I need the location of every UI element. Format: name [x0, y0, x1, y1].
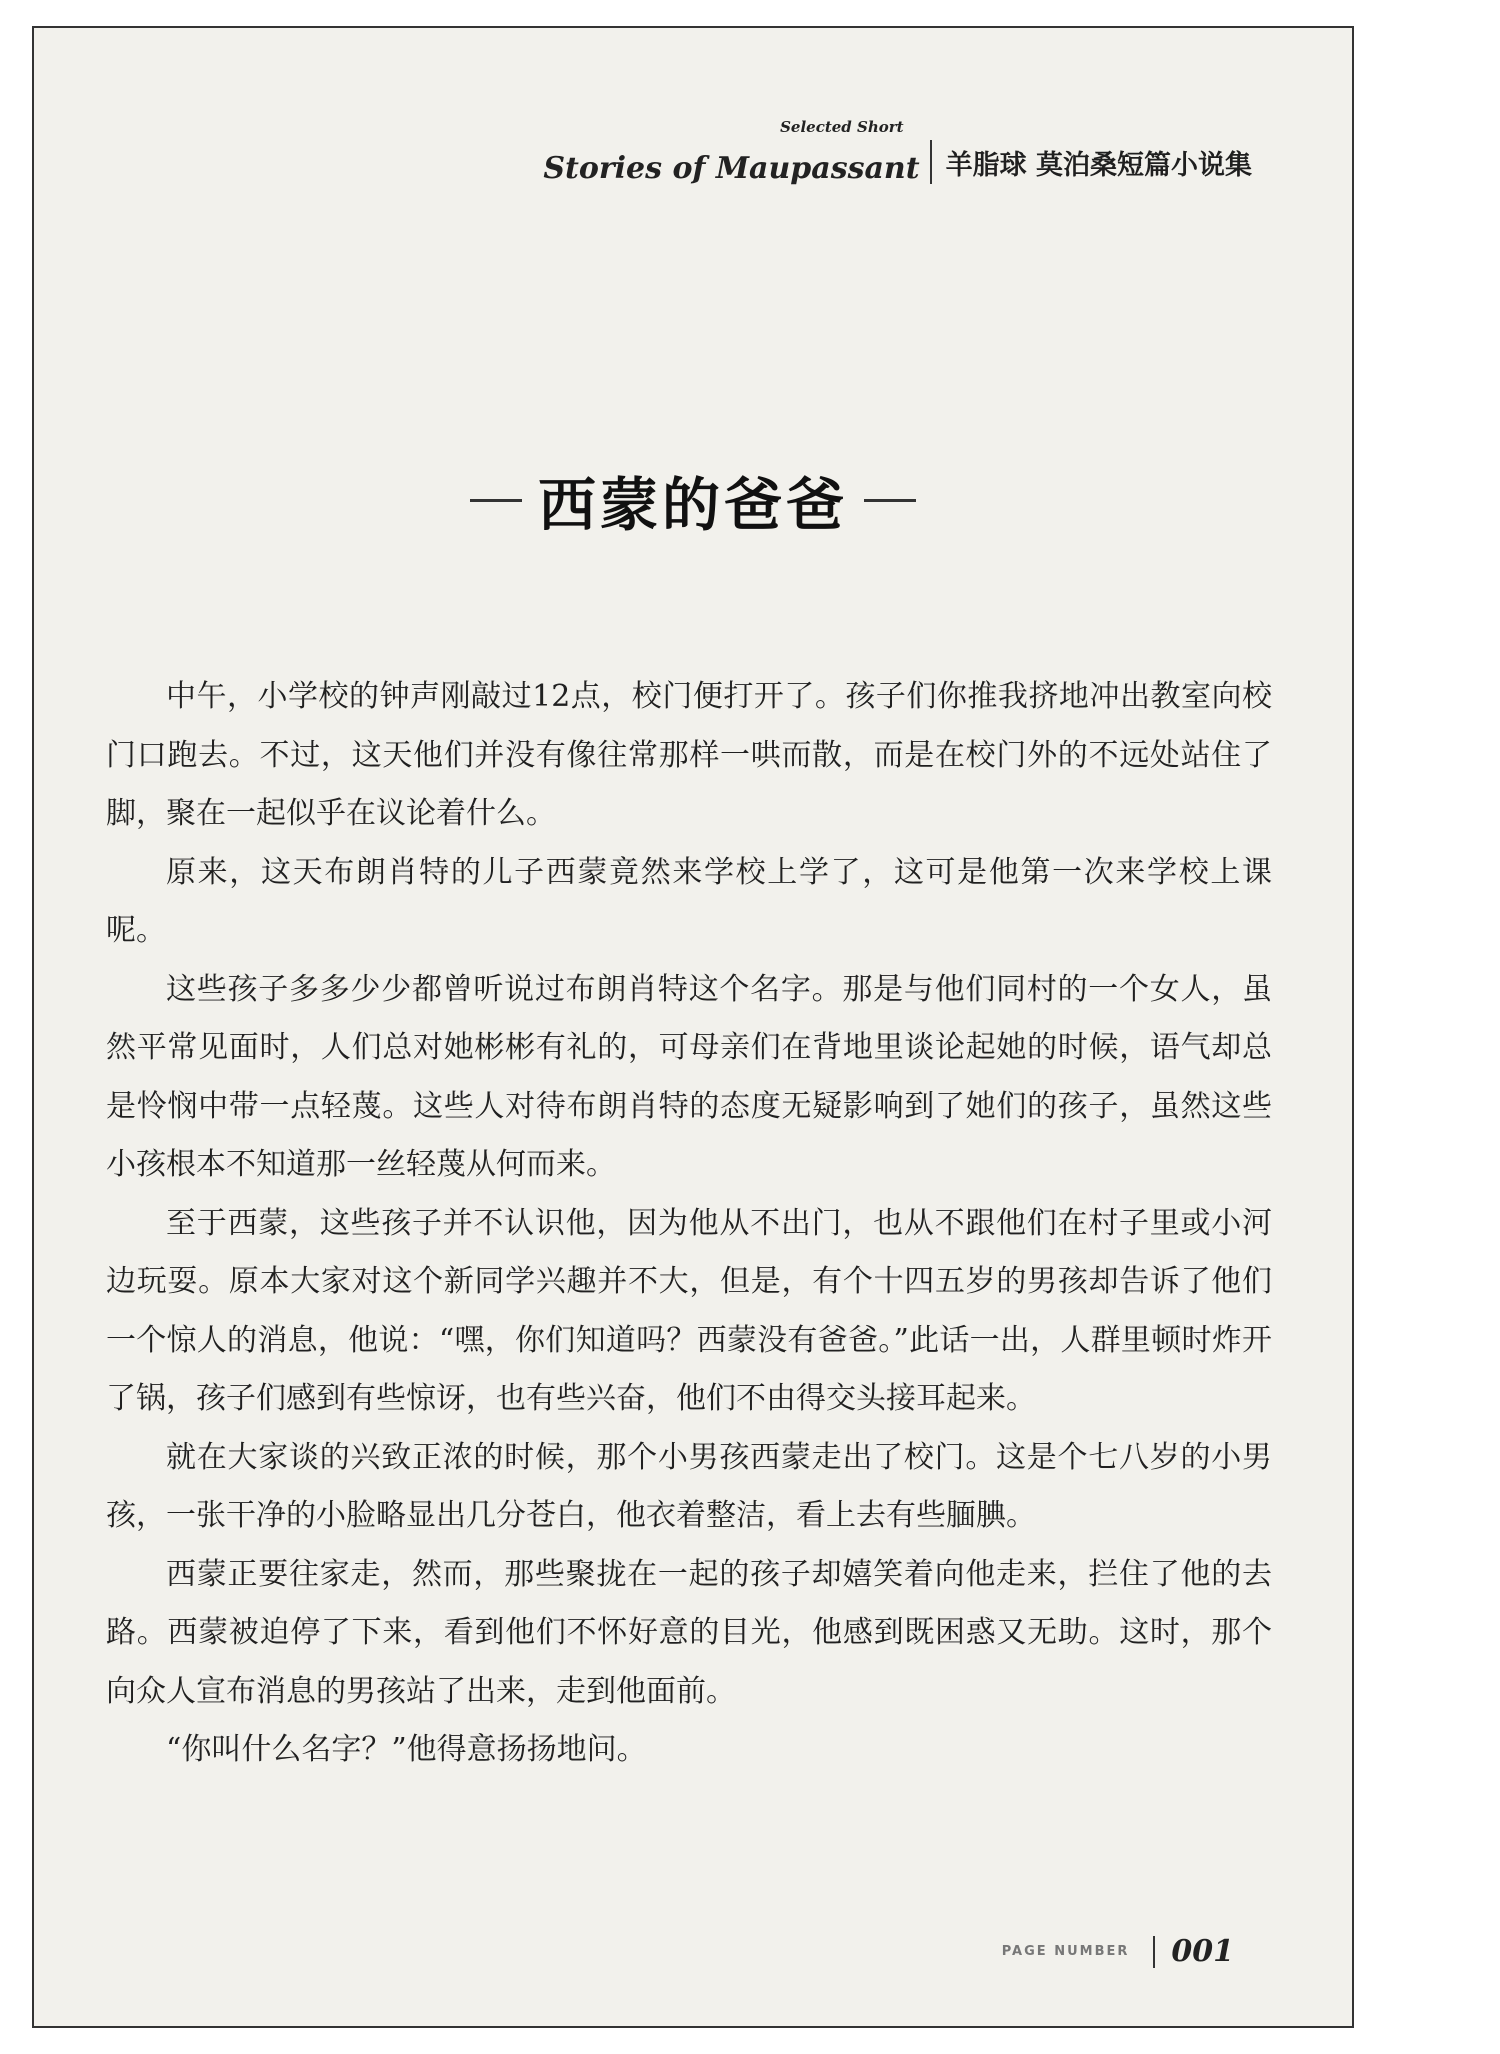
footer-divider: [1153, 1936, 1155, 1968]
title-dash-left: [470, 499, 522, 502]
body-text: [106, 668, 1272, 1780]
book-page: [32, 26, 1354, 2028]
paragraph-5: 就在大家谈的兴致正浓的时候，那个小男孩西蒙走出了校门。这是个七八岁的小男孩，一张干净的小脸略显出几分苍白，他衣着整洁，看上去有些腼腆。: [106, 1439, 1272, 1533]
paragraph-3: 这些孩子多多少少都曾听说过布朗肖特这个名字。那是与他们同村的一个女人，虽然平常见面时，人们总对她彬彬有礼的，可母亲们在背地里谈论起她的时候，语气却总是怜悯中带一点轻蔑。这些人对待布朗肖特的态度无疑影响到了她们的孩子，虽然这些小孩根本不知道那一丝轻蔑从何而来。: [106, 971, 1272, 1182]
series-title: Stories of Maupassant: [543, 151, 920, 186]
chapter-title-text: 西蒙的爸爸: [537, 471, 848, 539]
book-title: 羊脂球 莫泊桑短篇小说集: [945, 150, 1252, 181]
chapter-title: [34, 458, 1352, 542]
running-header: [543, 114, 1252, 190]
series-subtitle: Selected Short: [780, 118, 904, 136]
paragraph-4: 至于西蒙，这些孩子并不认识他，因为他从不出门，也从不跟他们在村子里或小河边玩耍。原本大家对这个新同学兴趣并不大，但是，有个十四五岁的男孩却告诉了他们一个惊人的消息，他说：“嘿，你们知道吗？西蒙没有爸爸。”此话一出，人群里顿时炸开了锅，孩子们感到有些惊讶，也有些兴奋，他们不由得交头接耳起来。: [106, 1205, 1272, 1416]
page-number-label: PAGE NUMBER: [1001, 1944, 1130, 1959]
header-divider: [930, 140, 932, 184]
paragraph-7: “你叫什么名字？”他得意扬扬地问。: [166, 1732, 647, 1767]
paragraph-2: 原来，这天布朗肖特的儿子西蒙竟然来学校上学了，这可是他第一次来学校上课呢。: [106, 854, 1272, 948]
page-number: 001: [1171, 1934, 1234, 1969]
page-footer: [1002, 1934, 1234, 1969]
paragraph-6: 西蒙正要往家走，然而，那些聚拢在一起的孩子却嬉笑着向他走来，拦住了他的去路。西蒙被迫停了下来，看到他们不怀好意的目光，他感到既困惑又无助。这时，那个向众人宣布消息的男孩站了出来，走到他面前。: [106, 1556, 1272, 1709]
series-logo: [543, 114, 920, 190]
paragraph-1: 中午，小学校的钟声刚敲过12点，校门便打开了。孩子们你推我挤地冲出教室向校门口跑去。不过，这天他们并没有像往常那样一哄而散，而是在校门外的不远处站住了脚，聚在一起似乎在议论着什么。: [106, 679, 1272, 831]
title-dash-right: [864, 499, 916, 502]
